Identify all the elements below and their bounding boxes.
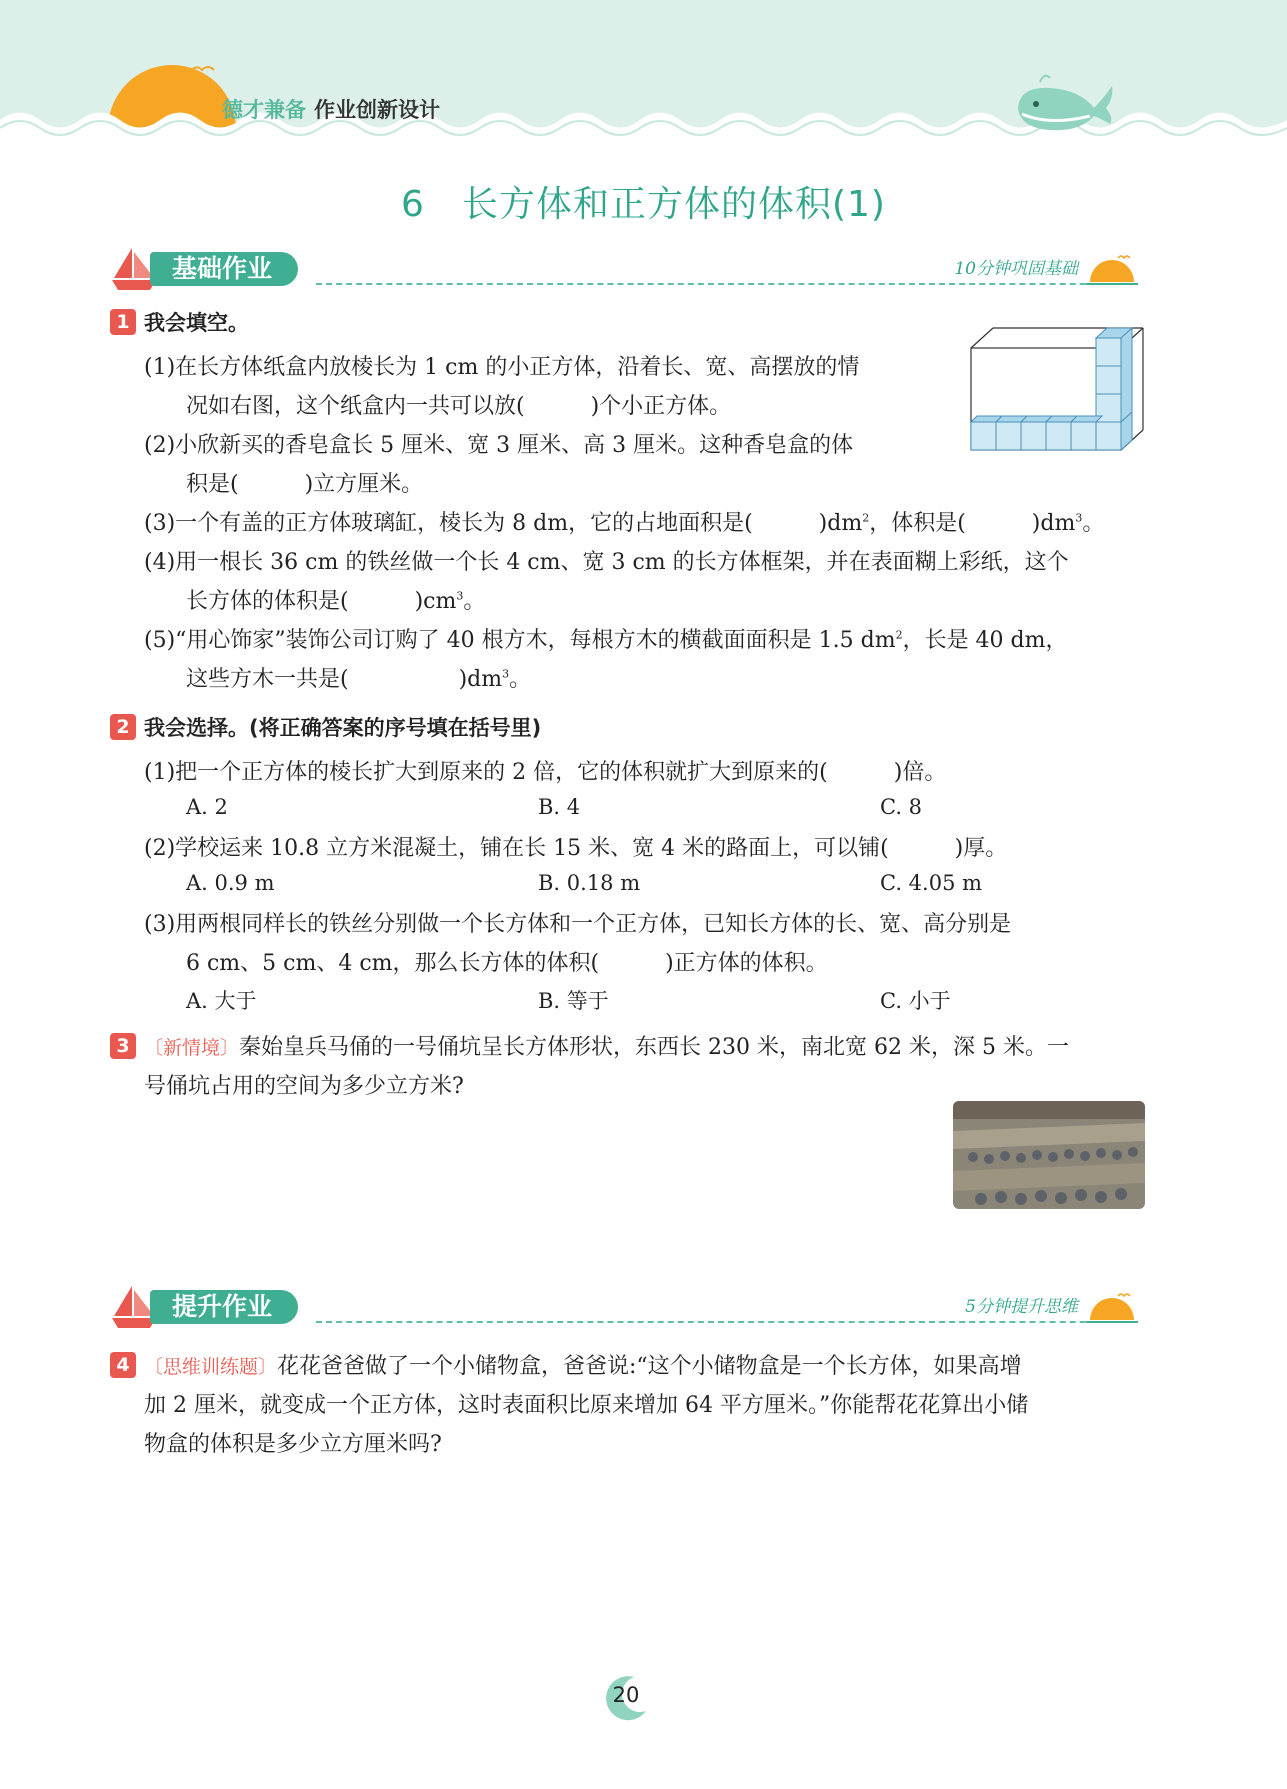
q4-line-1 <box>110 1349 1022 1380</box>
section-label: 基础作业 <box>150 252 298 286</box>
question-1-heading <box>110 308 249 338</box>
q1-line-8-b: ，长是 40 dm， <box>902 628 1068 653</box>
q2-sub-3-option-c: C. 小于 <box>880 989 951 1013</box>
terracotta-warriors-photo <box>953 1101 1145 1209</box>
question-1-title: 我会填空。 <box>144 311 249 335</box>
q1-line-5-c: 。 <box>1082 511 1105 536</box>
q1-line-9 <box>186 662 531 693</box>
q2-sub-2-option-b: B. 0.18 m <box>538 871 641 895</box>
brand-subtitle: 作业创新设计 <box>314 98 440 122</box>
q1-line-9-a: 这些方木一共是( )dm <box>186 667 503 692</box>
q2-sub-1-option-b: B. 4 <box>538 795 581 819</box>
sun-icon <box>1084 1292 1140 1326</box>
q1-line-8 <box>144 623 1068 654</box>
section-basic-homework <box>110 246 1146 290</box>
q2-sub-3-option-b: B. 等于 <box>538 989 609 1013</box>
q1-line-6: (4)用一根长 36 cm 的铁丝做一个长 4 cm、宽 3 cm 的长方体框架，并在表面糊上彩纸，这个 <box>144 550 1069 575</box>
question-2-title: 我会选择。(将正确答案的序号填在括号里) <box>144 716 542 740</box>
whale-icon <box>1010 68 1120 138</box>
cube-box-figure <box>967 326 1147 454</box>
q1-line-1: (1)在长方体纸盒内放棱长为 1 cm 的小正方体，沿着长、宽、高摆放的情 <box>144 355 860 380</box>
q1-line-2: 况如右图，这个纸盒内一共可以放( )个小正方体。 <box>186 394 732 419</box>
q2-sub-1: (1)把一个正方体的棱长扩大到原来的 2 倍，它的体积就扩大到原来的( )倍。 <box>144 760 947 785</box>
superscript: 2 <box>895 628 903 642</box>
superscript: 3 <box>456 589 464 603</box>
sun-icon <box>1084 254 1140 288</box>
q1-line-7 <box>186 584 485 615</box>
q1-line-9-b: 。 <box>509 667 532 692</box>
page-number <box>600 1671 652 1723</box>
q1-line-3: (2)小欣新买的香皂盒长 5 厘米、宽 3 厘米、高 3 厘米。这种香皂盒的体 <box>144 433 854 458</box>
q3-line-1 <box>110 1030 1069 1061</box>
q2-sub-1-option-a: A. 2 <box>186 795 228 819</box>
q1-line-5 <box>144 506 1104 537</box>
question-number-badge: 2 <box>110 714 136 740</box>
q1-line-5-b: ，体积是( )dm <box>869 511 1076 536</box>
brand-title <box>222 94 440 124</box>
section-divider <box>316 1321 1136 1323</box>
q2-sub-3-line-1: (3)用两根同样长的铁丝分别做一个长方体和一个正方体，已知长方体的长、宽、高分别是 <box>144 912 1012 937</box>
section-hint: 5分钟提升思维 <box>965 1297 1078 1317</box>
q3-line-2: 号俑坑占用的空间为多少立方米? <box>144 1074 464 1099</box>
q2-sub-2: (2)学校运来 10.8 立方米混凝土，铺在长 15 米、宽 4 米的路面上，可以铺( )厚。 <box>144 836 1008 861</box>
q1-line-5-a: (3)一个有盖的正方体玻璃缸，棱长为 8 dm，它的占地面积是( )dm <box>144 511 863 536</box>
superscript: 3 <box>502 667 510 681</box>
q4-text-1: 花花爸爸做了一个小储物盒，爸爸说:“这个小储物盒是一个长方体，如果高增 <box>277 1354 1022 1379</box>
q4-line-2: 加 2 厘米，就变成一个正方体，这时表面积比原来增加 64 平方厘米。”你能帮花花算出小储 <box>144 1393 1029 1418</box>
q2-sub-3-option-a: A. 大于 <box>186 989 257 1013</box>
section-advanced-homework <box>110 1284 1146 1328</box>
q2-sub-3-line-2: 6 cm、5 cm、4 cm，那么长方体的体积( )正方体的体积。 <box>186 951 828 976</box>
question-tag: 〔新情境〕 <box>144 1037 240 1059</box>
brand-series: 德才兼备 <box>222 98 306 122</box>
q1-line-8-a: (5)“用心饰家”装饰公司订购了 40 根方木，每根方木的横截面面积是 1.5 dm <box>144 628 896 653</box>
superscript: 2 <box>862 511 870 525</box>
q2-sub-1-option-c: C. 8 <box>880 795 923 819</box>
question-tag: 〔思维训练题〕 <box>144 1356 278 1378</box>
q1-line-7-b: 。 <box>463 589 486 614</box>
q3-text-1: 秦始皇兵马俑的一号俑坑呈长方体形状，东西长 230 米，南北宽 62 米，深 5 米。一 <box>239 1035 1069 1060</box>
page-number-text: 20 <box>612 1683 640 1707</box>
superscript: 3 <box>1075 511 1083 525</box>
question-2-heading <box>110 713 541 743</box>
bird-icon <box>188 58 228 82</box>
lesson-title: 6 长方体和正方体的体积(1) <box>401 184 886 225</box>
question-number-badge: 4 <box>110 1352 136 1378</box>
section-label: 提升作业 <box>150 1290 298 1324</box>
q1-line-4: 积是( )立方厘米。 <box>186 472 424 497</box>
question-number-badge: 3 <box>110 1033 136 1059</box>
section-hint: 10分钟巩固基础 <box>954 259 1078 279</box>
question-number-badge: 1 <box>110 309 136 335</box>
q2-sub-2-option-a: A. 0.9 m <box>186 871 275 895</box>
q2-sub-2-option-c: C. 4.05 m <box>880 871 983 895</box>
section-divider <box>316 283 1136 285</box>
page-header <box>0 0 1287 150</box>
q4-line-3: 物盒的体积是多少立方厘米吗? <box>144 1432 442 1457</box>
q1-line-7-a: 长方体的体积是( )cm <box>186 589 457 614</box>
